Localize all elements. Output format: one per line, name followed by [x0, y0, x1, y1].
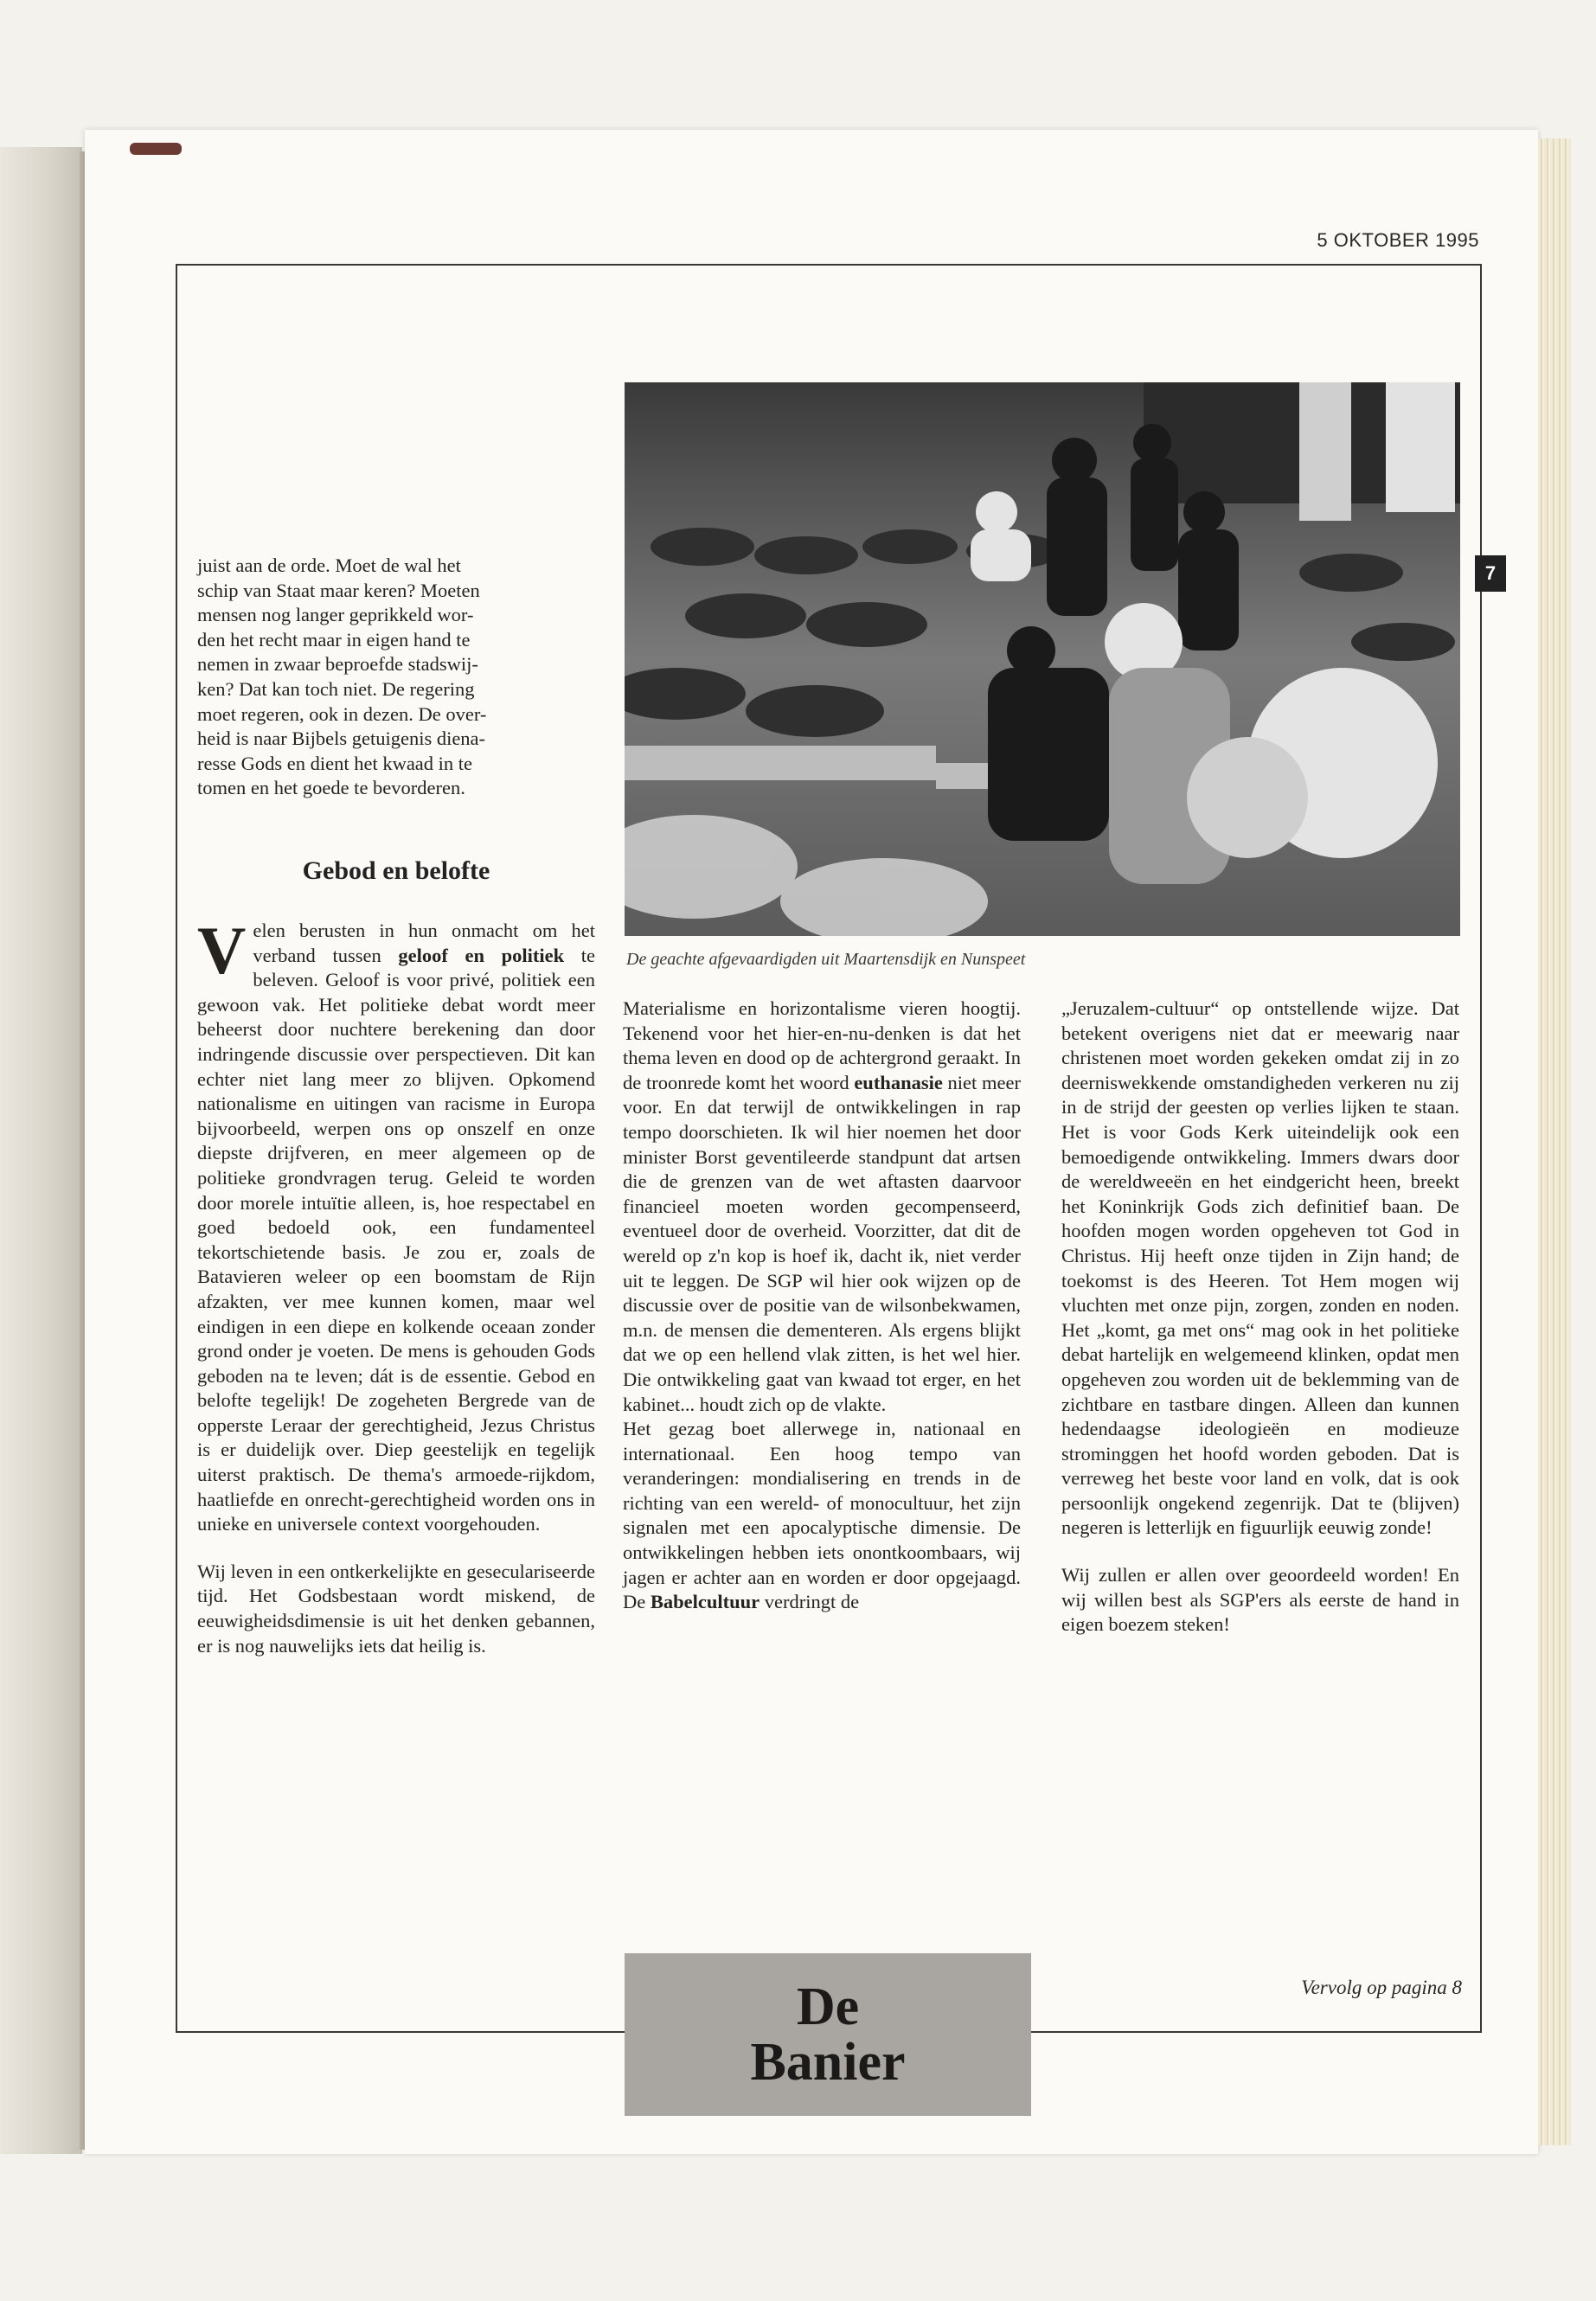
- intro-line: den het recht maar in eigen hand te: [197, 628, 471, 651]
- logo-line-1: De: [796, 1977, 860, 2036]
- continued-note: Vervolg op pagina 8: [1301, 1977, 1462, 1998]
- intro-line: juist aan de orde. Moet de wal het: [197, 554, 461, 576]
- bookmark-ribbon: [130, 143, 182, 155]
- bold-term: Babelcultuur: [650, 1591, 760, 1613]
- column-2-paragraph-2: Het gezag boet allerwege in, nationaal en internationaal. Een hoog tempo van veranderingen: mondialisering en trends in de richting van een wereld- of monocultuur, het zijn signalen met een apocalyptische dimensie. De ontwikkelingen hebben iets onontkoombaars, wij jagen er achter aan en worden er door opgejaagd. De Babelcultuur verdringt de: [623, 1418, 1021, 1613]
- intro-line: mensen nog langer geprikkeld wor-: [197, 604, 474, 626]
- column-2: [623, 997, 1021, 1615]
- de-banier-logo: [625, 1953, 1031, 2116]
- column-2-paragraph-1: Materialisme en horizontalisme vieren hoogtij. Tekenend voor het hier-en-nu-denken is dat het thema leven en dood op de achtergrond geraakt. In de troonrede komt het woord euthanasie niet meer voor. En dat terwijl de ontwikkelingen in rap tempo doorschieten. Ik wil hier noemen het door minister Borst geventileerde standpunt dat artsen die de grenzen van de wet aftasten daarvoor financieel moeten worden gecompenseerd, eventueel door de overheid. Voorzitter, dat dit de wereld op z'n kop is hoef ik, dacht ik, niet verder uit te leggen. De SGP wil hier ook wijzen op de discussie over de positie van de wilsonbekwamen, m.n. de mensen die dementeren. Als ergens blijkt dat we op een hellend vlak zitten, is het wel hier. Die ontwikkeling gaat van kwaad tot erger, en het kabinet... houdt zich op de vlakte.: [623, 997, 1021, 1415]
- column-1-paragraph-2: Wij leven in een ontkerkelijkte en geseculariseerde tijd. Het Godsbestaan wordt miskend, de eeuwigheidsdimensie is uit het denken gebannen, er is nog nauwelijks iets dat heilig is.: [197, 1560, 595, 1657]
- page-number: 7: [1475, 555, 1506, 592]
- parliament-photo: [625, 382, 1460, 936]
- column-3: [1061, 997, 1459, 1638]
- intro-line: moet regeren, ook in dezen. De over-: [197, 702, 487, 725]
- drop-cap: V: [197, 913, 247, 988]
- intro-line: schip van Staat maar keren? Moeten: [197, 579, 480, 601]
- section-heading: Gebod en belofte: [302, 856, 490, 885]
- issue-date: 5 OKTOBER 1995: [1317, 229, 1479, 251]
- page-edges: [1538, 138, 1571, 2145]
- intro-line: tomen en het goede te bevorderen.: [197, 777, 465, 799]
- intro-line: nemen in zwaar beproefde stadswij-: [197, 653, 478, 676]
- intro-line: ken? Dat kan toch niet. De regering: [197, 677, 475, 700]
- parliament-photo-illustration: [625, 382, 1460, 936]
- column-1-paragraph-1: Velen berusten in hun onmacht om het verband tussen geloof en politiek te beleven. Geloof is voor privé, politiek een gewoon vak. Het politieke debat wordt meer beheerst door nuchtere berekening dan door indringende discussie over perspectieven. Dit kan echter niet lang meer zo blijven. Opkomend nationalisme en uitingen van racisme in Europa bijvoorbeeld, werpen ons op onszelf en onze diepste drijfveren, en meer algemeen op de politieke grondvragen terug. Geleid te worden door morele intuïtie alleen, is, hoe respectabel en goed bedoeld ook, een fundamenteel tekortschietende basis. Je zou er, zoals de Batavieren weleer op een boomstam de Rijn afzakten, ver mee kunnen komen, maar wel eindigen in een diepe en kolkende oceaan zonder grond onder je voeten. De mens is gehouden Gods geboden na te leven; dát is de essentie. Gebod en belofte tegelijk! De zogeheten Bergrede van de opperste Leraar der gerechtigheid, Jezus Christus is er duidelijk over. Diep geestelijk en tegelijk uiterst praktisch. De thema's armoede-rijkdom, haatliefde en onrecht-gerechtigheid worden ons in unieke en universele context voorgehouden.: [197, 913, 595, 1535]
- column-3-paragraph-2: Wij zullen er allen over geoordeeld worden! En wij willen best als SGP'ers als eerste de hand in eigen boezem steken!: [1061, 1564, 1459, 1636]
- column-1-body: [197, 913, 595, 1658]
- intro-line: heid is naar Bijbels getuigenis diena-: [197, 727, 486, 750]
- bold-term: geloof en politiek: [398, 944, 565, 966]
- book-spine: [0, 147, 82, 2154]
- bold-term: euthanasie: [854, 1071, 943, 1093]
- intro-line: resse Gods en dient het kwaad in te: [197, 752, 473, 774]
- logo-line-2: Banier: [750, 2033, 906, 2092]
- column-3-paragraph-1: „Jeruzalem-cultuur“ op ontstellende wijze. Dat betekent overigens niet dat er meewarig naar christenen moet worden gekeken omdat zij in zo deerniswekkende omstandigheden verkeren nu zij in de strijd der geesten op verlies lijken te staan. Het is voor Gods Kerk uiteindelijk ook een bemoedigende ontwikkeling. Immers dwars door de wereldweeën en het eindgericht heen, breekt het Koninkrijk Gods zich definitief baan. De hoofden mogen worden opgeheven tot God in Christus. Hij heeft onze tijden in Zijn hand; de toekomst is des Heeren. Tot Hem mogen wij vluchten met onze pijn, zorgen, zonden en noden. Het „komt, ga met ons“ mag ook in het politieke debat hartelijk en welgemeend klinken, opdat men opgeheven zou worden uit de beklemming van de zichtbare en tastbare dingen. Alleen dan kunnen hedendaagse ideologieën en modieuze strominggen het hoofd worden geboden. Dat is verreweg het beste voor land en volk, dat is ook persoonlijk ongekend zegenrijk. Dat te (blijven) negeren is letterlijk en figuurlijk eeuwig zonde!: [1061, 997, 1459, 1539]
- column-1-intro: [197, 554, 595, 801]
- photo-caption: De geachte afgevaardigden uit Maartensdijk en Nunspeet: [626, 950, 1026, 969]
